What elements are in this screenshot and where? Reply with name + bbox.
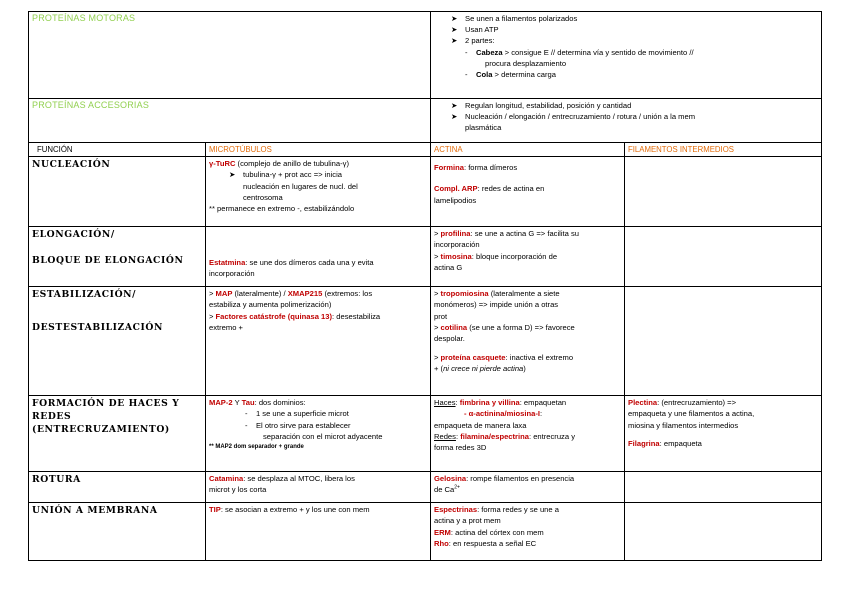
fi-nucleacion (625, 157, 822, 227)
row-rotura (29, 472, 822, 503)
ac-estabilizacion: > tropomiosina (lateralmente a siete monómeros) => impide unión a otras prot > cotilina (se une a forma D) => favorece despolar. > proteína casquete: inactiva el extremo + (ni crece ni pierde actina) (431, 287, 625, 396)
fi-membrana (625, 503, 822, 561)
accesorias-point: ➤ Nucleación / elongación / entrecruzamiento / rotura / unión a la mem (451, 112, 696, 122)
motoras-point: ➤ 2 partes: (451, 36, 495, 46)
header-funcion: FUNCIÓN (29, 143, 206, 157)
mt-membrana: TIP: se asocian a extremo + y los une con mem (206, 503, 431, 561)
motoras-point: ➤ Se unen a filamentos polarizados (451, 14, 578, 23)
accesorias-points-cell (431, 99, 822, 143)
fi-estabilizacion (625, 287, 822, 396)
accesorias-point: ➤ Regulan longitud, estabilidad, posición y cantidad (451, 101, 632, 110)
arrow-icon: ➤ (451, 25, 458, 35)
motoras-cabeza: - Cabeza > consigue E // determina vía y sentido de movimiento // (465, 47, 694, 57)
arrow-icon: ➤ (451, 112, 458, 122)
row-membrana (29, 503, 822, 561)
accesorias-title-cell (29, 99, 431, 143)
header-actina: ACTINA (431, 143, 625, 157)
fi-elongacion (625, 227, 822, 287)
motoras-cola: - Cola > determina carga (465, 70, 556, 80)
row-nucleacion (29, 157, 822, 227)
func-nucleacion: NUCLEACIÓN (29, 157, 206, 227)
func-elongacion: ELONGACIÓN/ BLOQUE DE ELONGACIÓN (29, 227, 206, 287)
motoras-points-cell (431, 12, 822, 99)
arrow-icon: ➤ (229, 170, 236, 180)
ac-haces: Haces: fimbrina y villina: empaquetan - α-actinina/miosina-I: empaqueta de manera laxa Redes: filamina/espectrina: entrecruza y forma redes 3D (431, 396, 625, 472)
mt-nucleacion: γ-TuRC (complejo de anillo de tubulina-γ) ➤ tubulina-γ + prot acc => inicia nucleación en lugares de nucl. del centrosoma ** permanece en extremo -, estabilizándolo (206, 157, 431, 227)
row-estabilizacion (29, 287, 822, 396)
ac-elongacion: > profilina: se une a actina G => facilita su incorporación > timosina: bloque incorporación de actina G (431, 227, 625, 287)
ac-nucleacion: Formina: forma dímeros Compl. ARP: redes de actina en lamelipodios (431, 157, 625, 227)
header-row (29, 143, 822, 157)
motoras-title: PROTEÍNAS MOTORAS (32, 13, 136, 23)
proteins-table (28, 11, 822, 561)
func-estabilizacion: ESTABILIZACIÓN/ DESTESTABILIZACIÓN (29, 287, 206, 396)
mt-haces: MAP-2 Y Tau: dos dominios: - 1 se une a superficie microt - El otro sirve para establecer separación con el microt adyacente ** MAP2 dom separador + grande (206, 396, 431, 472)
motoras-title-cell (29, 12, 431, 99)
fi-rotura (625, 472, 822, 503)
ac-membrana: Espectrinas: forma redes y se une a actina y a prot mem ERM: actina del córtex con mem Rho: en respuesta a señal EC (431, 503, 625, 561)
arrow-icon: ➤ (451, 14, 458, 23)
motoras-point: ➤ Usan ATP (451, 25, 499, 35)
row-haces (29, 396, 822, 472)
header-microtubulos: MICROTÚBULOS (206, 143, 431, 157)
motoras-cabeza-cont: procura desplazamiento (485, 58, 567, 68)
row-elongacion (29, 227, 822, 287)
arrow-icon: ➤ (451, 36, 458, 46)
mt-rotura: Catamina: se desplaza al MTOC, libera los microt y los corta (206, 472, 431, 503)
arrow-icon: ➤ (451, 101, 458, 110)
accesorias-point-cont: plasmática (465, 123, 502, 133)
func-haces: FORMACIÓN DE HACES Y REDES (ENTRECRUZAMIENTO) (29, 396, 206, 472)
mt-elongacion: Estatmina: se une dos dímeros cada una y evita incorporación (206, 227, 431, 287)
ac-rotura: Gelosina: rompe filamentos en presencia de $Ca^{2+}$ (431, 472, 625, 503)
header-filamentos: FILAMENTOS INTERMEDIOS (625, 143, 822, 157)
accesorias-row (29, 99, 822, 143)
fi-haces: Plectina: (entrecruzamiento) => empaqueta y une filamentos a actina, miosina y filamentos intermedios Filagrina: empaqueta (625, 396, 822, 472)
func-rotura: ROTURA (29, 472, 206, 503)
func-membrana: UNIÓN A MEMBRANA (29, 503, 206, 561)
motoras-row (29, 12, 822, 99)
mt-estabilizacion: > MAP (lateralmente) / XMAP215 (extremos: los estabiliza y aumenta polimerización) > Factores catástrofe (quinasa 13): desestabiliza extremo + (206, 287, 431, 396)
accesorias-title: PROTEÍNAS ACCESORIAS (32, 100, 150, 110)
